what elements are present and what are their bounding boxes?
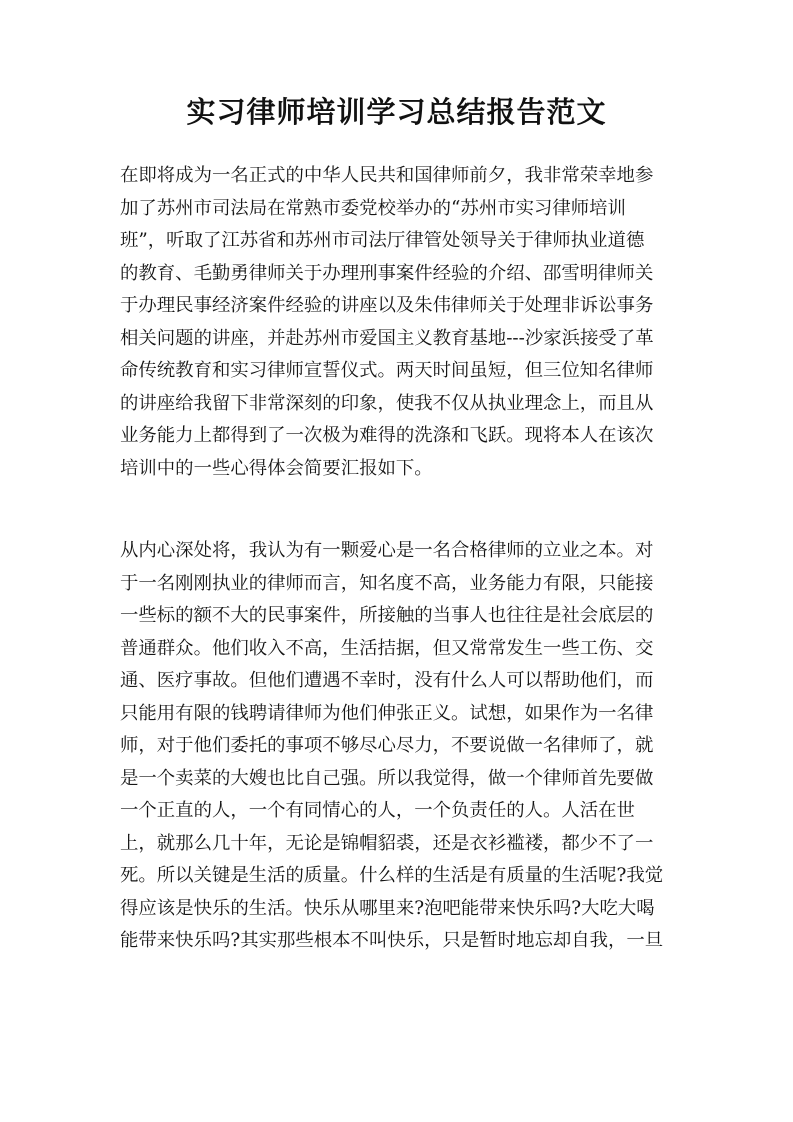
paragraph-line: 能带来快乐吗?其实那些根本不叫快乐，只是暂时地忘却自我，一旦 [120,930,664,951]
paragraph-line: 业务能力上都得到了一次极为难得的洗涤和飞跃。现将本人在该次 [120,425,654,446]
paragraph-line: 师，对于他们委托的事项不够尽心尽力，不要说做一名律师了，就 [120,735,654,756]
paragraph-line: 普通群众。他们收入不高，生活拮据，但又常常发生一些工伤、交 [120,637,654,659]
paragraph-1 [120,160,682,485]
paragraph-line: 一些标的额不大的民事案件，所接触的当事人也往往是社会底层的 [120,605,654,626]
paragraph-line: 于一名刚刚执业的律师而言，知名度不高，业务能力有限，只能接 [120,572,654,594]
paragraph-line: 于办理民事经济案件经验的讲座以及朱伟律师关于处理非诉讼事务 [120,295,654,316]
paragraph-line: 是一个卖菜的大嫂也比自己强。所以我觉得，做一个律师首先要做 [120,767,654,789]
paragraph-line: 加了苏州市司法局在常熟市委党校举办的“苏州市实习律师培训 [120,197,626,219]
paragraph-line: 在即将成为一名正式的中华人民共和国律师前夕，我非常荣幸地参 [120,165,654,186]
paragraph-2 [120,535,682,958]
paragraph-line: 的讲座给我留下非常深刻的印象，使我不仅从执业理念上，而且从 [120,392,654,414]
paragraph-line: 从内心深处将，我认为有一颗爱心是一名合格律师的立业之本。对 [120,540,654,561]
paragraph-line: 通、医疗事故。但他们遭遇不幸时，没有什么人可以帮助他们，而 [120,670,654,691]
paragraph-line: 的教育、毛勤勇律师关于办理刑事案件经验的介绍、邵雪明律师关 [120,262,654,284]
paragraph-line: 命传统教育和实习律师宣誓仪式。两天时间虽短，但三位知名律师 [120,360,654,381]
document-title: 实习律师培训学习总结报告范文 [186,95,607,129]
paragraph-line: 培训中的一些心得体会简要汇报如下。 [120,457,433,479]
paragraph-line: 一个正直的人，一个有同情心的人，一个负责任的人。人活在世 [120,800,635,821]
paragraph-line: 死。所以关键是生活的质量。什么样的生活是有质量的生活呢?我觉 [120,865,664,886]
paragraph-line: 班”，听取了江苏省和苏州市司法厅律管处领导关于律师执业道德 [120,230,645,251]
paragraph-line: 只能用有限的钱聘请律师为他们伸张正义。试想，如果作为一名律 [120,702,654,724]
paragraph-line: 得应该是快乐的生活。快乐从哪里来?泡吧能带来快乐吗?大吃大喝 [120,897,655,919]
paragraph-line: 相关问题的讲座，并赴苏州市爱国主义教育基地---沙家浜接受了革 [120,327,654,349]
paragraph-line: 上，就那么几十年，无论是锦帽貂裘，还是衣衫褴褛，都少不了一 [120,832,654,854]
